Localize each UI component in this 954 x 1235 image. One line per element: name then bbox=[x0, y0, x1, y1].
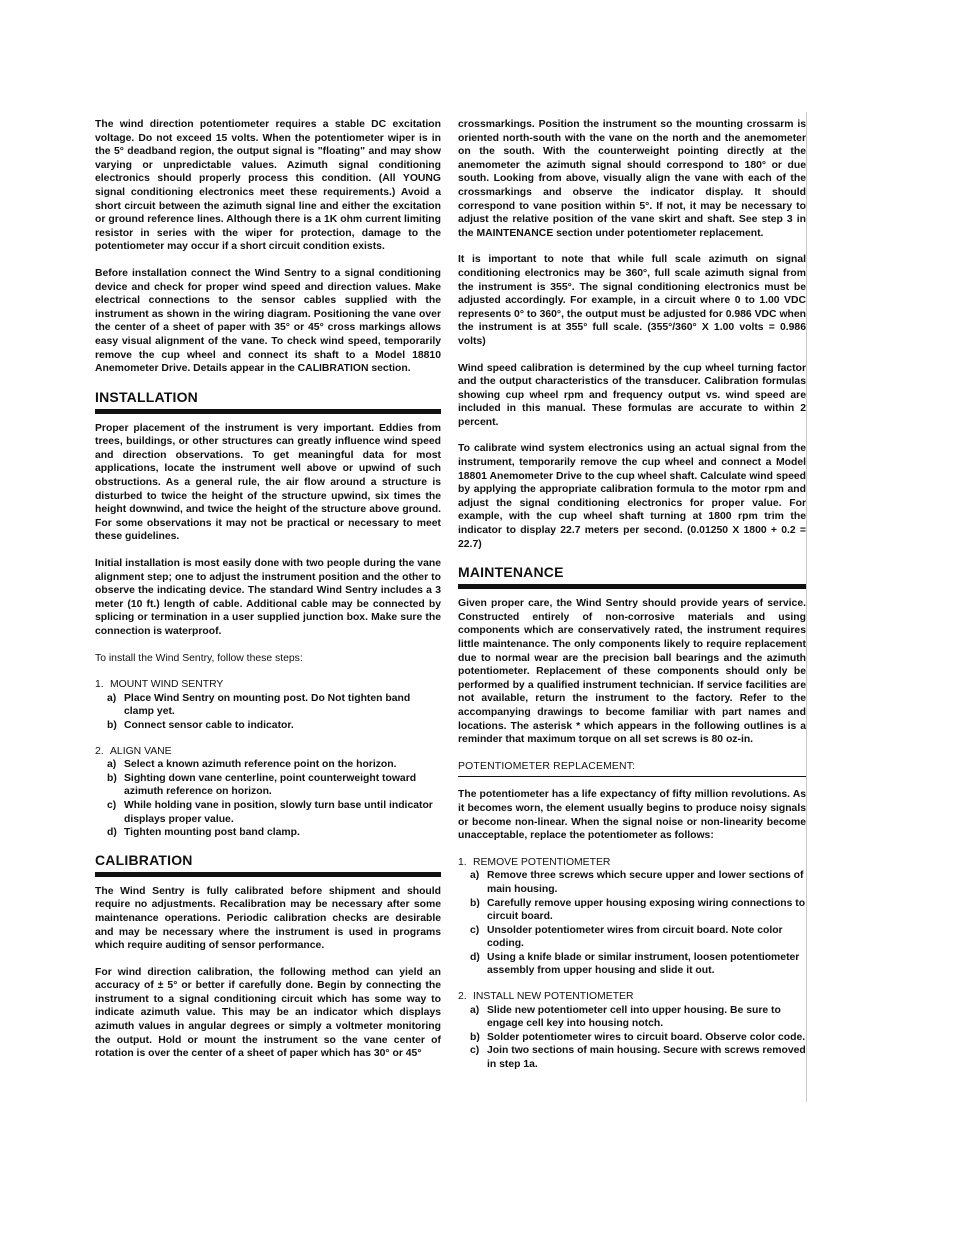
sub-step-letter: c) bbox=[470, 1045, 480, 1057]
sub-step-letter: c) bbox=[470, 924, 480, 936]
step-title: MOUNT WIND SENTRY bbox=[110, 679, 224, 691]
sub-step bbox=[107, 799, 441, 826]
calibration-heading: CALIBRATION bbox=[95, 851, 193, 868]
sub-step bbox=[107, 758, 441, 772]
sub-step-letter: d) bbox=[107, 827, 117, 839]
sub-step bbox=[470, 1031, 806, 1045]
step-title: ALIGN VANE bbox=[110, 745, 172, 757]
calibration-intro-paragraph: The Wind Sentry is fully calibrated before shipment and should require no adjustments. Recalibration may be necessary after some maintenance operations. Periodic calibration checks are desirable and may be necessary where the instrument is used in programs which require auditing of sensor performance. bbox=[95, 885, 441, 952]
installation-heading-rule bbox=[95, 409, 441, 414]
sub-step-text: While holding vane in position, slowly turn base until indicator displays proper value. bbox=[124, 799, 433, 825]
sub-step-letter: a) bbox=[470, 1004, 480, 1016]
sub-step-text: Select a known azimuth reference point on the horizon. bbox=[124, 759, 397, 771]
step-number: 2. bbox=[458, 991, 467, 1003]
sub-step bbox=[107, 719, 441, 733]
potentiometer-step-1-items bbox=[458, 869, 806, 978]
left-column bbox=[95, 118, 441, 1074]
sub-step bbox=[470, 1004, 806, 1031]
sub-step-text: Unsolder potentiometer wires from circuit board. Note color coding. bbox=[487, 924, 783, 950]
installation-step-2-items bbox=[95, 758, 441, 840]
sub-step-text: Solder potentiometer wires to circuit board. Observe color code. bbox=[487, 1031, 806, 1043]
sub-step bbox=[107, 692, 441, 719]
sub-step bbox=[470, 951, 806, 978]
pre-installation-paragraph: Before installation connect the Wind Sentry to a signal conditioning device and check for proper wind speed and direction values. Make electrical connections to the sensor cables supplied with the instrument as shown in the wiring diagram. Positioning the vane over the center of a sheet of paper with 35° or 45° cross markings allows easy visual alignment of the vane. To check wind speed, temporarily remove the cup wheel and connect its shaft to a Model 18810 Anemometer Drive. Details appear in the CALIBRATION section. bbox=[95, 267, 441, 375]
sub-step-letter: c) bbox=[107, 799, 117, 811]
potentiometer-step-2-items bbox=[458, 1004, 806, 1072]
right-column bbox=[458, 118, 806, 1084]
sub-step-letter: b) bbox=[470, 1031, 480, 1043]
potentiometer-replacement-rule bbox=[458, 776, 806, 777]
sub-step-text: Tighten mounting post band clamp. bbox=[124, 827, 300, 839]
potentiometer-replacement-subheading: POTENTIOMETER REPLACEMENT: bbox=[458, 760, 636, 772]
sub-step-text: Carefully remove upper housing exposing wiring connections to circuit board. bbox=[487, 897, 806, 923]
wind-speed-calibration-paragraph: Wind speed calibration is determined by the cup wheel turning factor and the output characteristics of the transducer. Calibration formulas showing cup wheel rpm and frequency output vs. wind speed are included in this manual. These formulas are accurate to within 2 percent. bbox=[458, 362, 806, 428]
calibration-heading-rule bbox=[95, 872, 441, 877]
step-title: INSTALL NEW POTENTIOMETER bbox=[473, 991, 634, 1003]
step-number: 1. bbox=[95, 679, 104, 691]
potentiometer-excitation-paragraph: The wind direction potentiometer requires a stable DC excitation voltage. Do not exceed 15 volts. When the potentiometer wiper is in the 5° deadband region, the output signal is "floating" and may show varying or unpredictable values. Azimuth signal conditioning electronics should properly process this condition. (All YOUNG signal conditioning electronics meet these requirements.) Avoid a short circuit between the azimuth signal line and either the excitation or ground reference lines. Although there is a 1K ohm current limiting resistor in series with the wiper for protection, damage to the potentiometer may occur if a short circuit condition exists. bbox=[95, 119, 441, 253]
sub-step-letter: d) bbox=[470, 951, 480, 963]
sub-step-text: Remove three screws which secure upper and lower sections of main housing. bbox=[487, 870, 804, 895]
installation-step-1-items bbox=[95, 692, 441, 733]
installation-step-1 bbox=[95, 678, 441, 732]
installation-placement-paragraph: Proper placement of the instrument is very important. Eddies from trees, buildings, or other structures can greatly influence wind speed and direction observations. To get meaningful data for most applications, locate the instrument well above or upwind of such obstructions. As a general rule, the air flow around a structure is disturbed to twice the height of the structure upwind, six times the height downwind, and twice the height of the structure above ground. For some observations it may not be practical or necessary to meet these guidelines. bbox=[95, 422, 441, 543]
anemometer-drive-paragraph: To calibrate wind system electronics using an actual signal from the instrument, temporarily remove the cup wheel and connect a Model 18801 Anemometer Drive to the cup wheel shaft. Calculate wind speed by applying the appropriate calibration formula to the motor rpm and adjust the signal conditioning electronics for proper value. For example, with the cup wheel shaft turning at 1800 rpm trim the indicator to display 22.7 meters per second. (0.01250 X 1800 + 0.2 = 22.7) bbox=[458, 443, 806, 550]
sub-step bbox=[470, 1044, 806, 1071]
sub-step-letter: b) bbox=[470, 897, 480, 909]
sub-step bbox=[470, 869, 806, 896]
column-edge-rule bbox=[806, 112, 807, 1102]
direction-calibration-paragraph: For wind direction calibration, the following method can yield an accuracy of ± 5° or better if carefully done. Begin by connecting the instrument to a signal conditioning circuit which has some way to indicate azimuth value. This may be an indicator which displays azimuth values in angular degrees or simply a voltmeter monitoring the output. Hold or mount the instrument so the vane center of rotation is over the center of a sheet of paper which has 30° or 45° bbox=[95, 966, 441, 1060]
full-scale-azimuth-paragraph: It is important to note that while full scale azimuth on signal conditioning electronics may be 360°, full scale azimuth signal from the instrument is 355°. The signal conditioning electronics must be adjusted accordingly. For example, in a circuit where 0 to 1.00 VDC represents 0° to 360°, the output must be adjusted for 0.986 VDC when the instrument is at 355° full scale. (355°/360° X 1.00 volts = 0.986 volts) bbox=[458, 254, 806, 347]
installation-steps-intro: To install the Wind Sentry, follow these steps: bbox=[95, 652, 303, 664]
sub-step-letter: a) bbox=[470, 870, 480, 882]
potentiometer-life-paragraph: The potentiometer has a life expectancy of fifty million revolutions. As it becomes worn, the element usually begins to produce noisy signals or become non-linear. When the signal noise or non-linearity become unacceptable, replace the potentiometer as follows: bbox=[458, 789, 806, 842]
sub-step bbox=[470, 897, 806, 924]
sub-step-text: Join two sections of main housing. Secure with screws removed in step 1a. bbox=[487, 1045, 806, 1071]
potentiometer-steps bbox=[458, 856, 806, 1072]
step-number: 2. bbox=[95, 745, 104, 757]
maintenance-heading-rule bbox=[458, 584, 806, 589]
sub-step-text: Connect sensor cable to indicator. bbox=[124, 719, 294, 731]
sub-step-letter: b) bbox=[107, 719, 117, 731]
sub-step-text: Using a knife blade or similar instrument, loosen potentiometer assembly from upper housing and slide it out. bbox=[487, 951, 800, 977]
installation-heading: INSTALLATION bbox=[95, 388, 198, 405]
sub-step-text: Place Wind Sentry on mounting post. Do Not tighten band clamp yet. bbox=[124, 692, 411, 718]
sub-step-text: Slide new potentiometer cell into upper housing. Be sure to engage cell key into housing notch. bbox=[487, 1004, 781, 1030]
installation-step-2 bbox=[95, 745, 441, 840]
sub-step-letter: a) bbox=[107, 759, 117, 771]
sub-step bbox=[470, 924, 806, 951]
sub-step bbox=[107, 826, 441, 840]
potentiometer-step-1 bbox=[458, 856, 806, 978]
potentiometer-step-2 bbox=[458, 990, 806, 1072]
maintenance-intro-paragraph: Given proper care, the Wind Sentry should provide years of service. Constructed entirely of non-corrosive materials and using components which are conservatively rated, the instrument requires little maintenance. The only components likely to require replacement due to normal wear are the precision ball bearings and the azimuth potentiometer. Replacement of these components should only be performed by a qualified instrument technician. If service facilities are not available, return the instrument to the factory. Refer to the accompanying drawings to become familiar with part names and locations. The asterisk * which appears in the following outlines is a reminder that maximum torque on all set screws is 80 oz-in. bbox=[458, 598, 806, 746]
step-title: REMOVE POTENTIOMETER bbox=[473, 856, 611, 868]
sub-step-letter: a) bbox=[107, 692, 117, 704]
installation-steps bbox=[95, 678, 441, 840]
sub-step-letter: b) bbox=[107, 772, 117, 784]
sub-step bbox=[107, 772, 441, 799]
sub-step-text: Sighting down vane centerline, point counterweight toward azimuth reference on horizon. bbox=[124, 772, 417, 798]
step-number: 1. bbox=[458, 856, 467, 868]
installation-initial-paragraph: Initial installation is most easily done with two people during the vane alignment step; one to adjust the instrument position and the other to observe the indicating device. The standard Wind Sentry includes a 3 meter (10 ft.) length of cable. Additional cable may be connected by splicing or termination in a user supplied junction box. Make sure the connection is waterproof. bbox=[95, 558, 441, 637]
maintenance-heading: MAINTENANCE bbox=[458, 564, 564, 581]
crossmarkings-paragraph: crossmarkings. Position the instrument so the mounting crossarm is oriented north-south with the vane on the north and the anemometer on the south. With the counterweight pointing directly at the anemometer the azimuth signal should correspond to 180° or due south. Looking from above, visually align the vane with each of the crossmarkings and observe the indicator display. It should correspond to vane position within 5°. If not, it may be necessary to adjust the relative position of the vane skirt and shaft. See step 3 in the MAINTENANCE section under potentiometer replacement. bbox=[458, 119, 806, 239]
